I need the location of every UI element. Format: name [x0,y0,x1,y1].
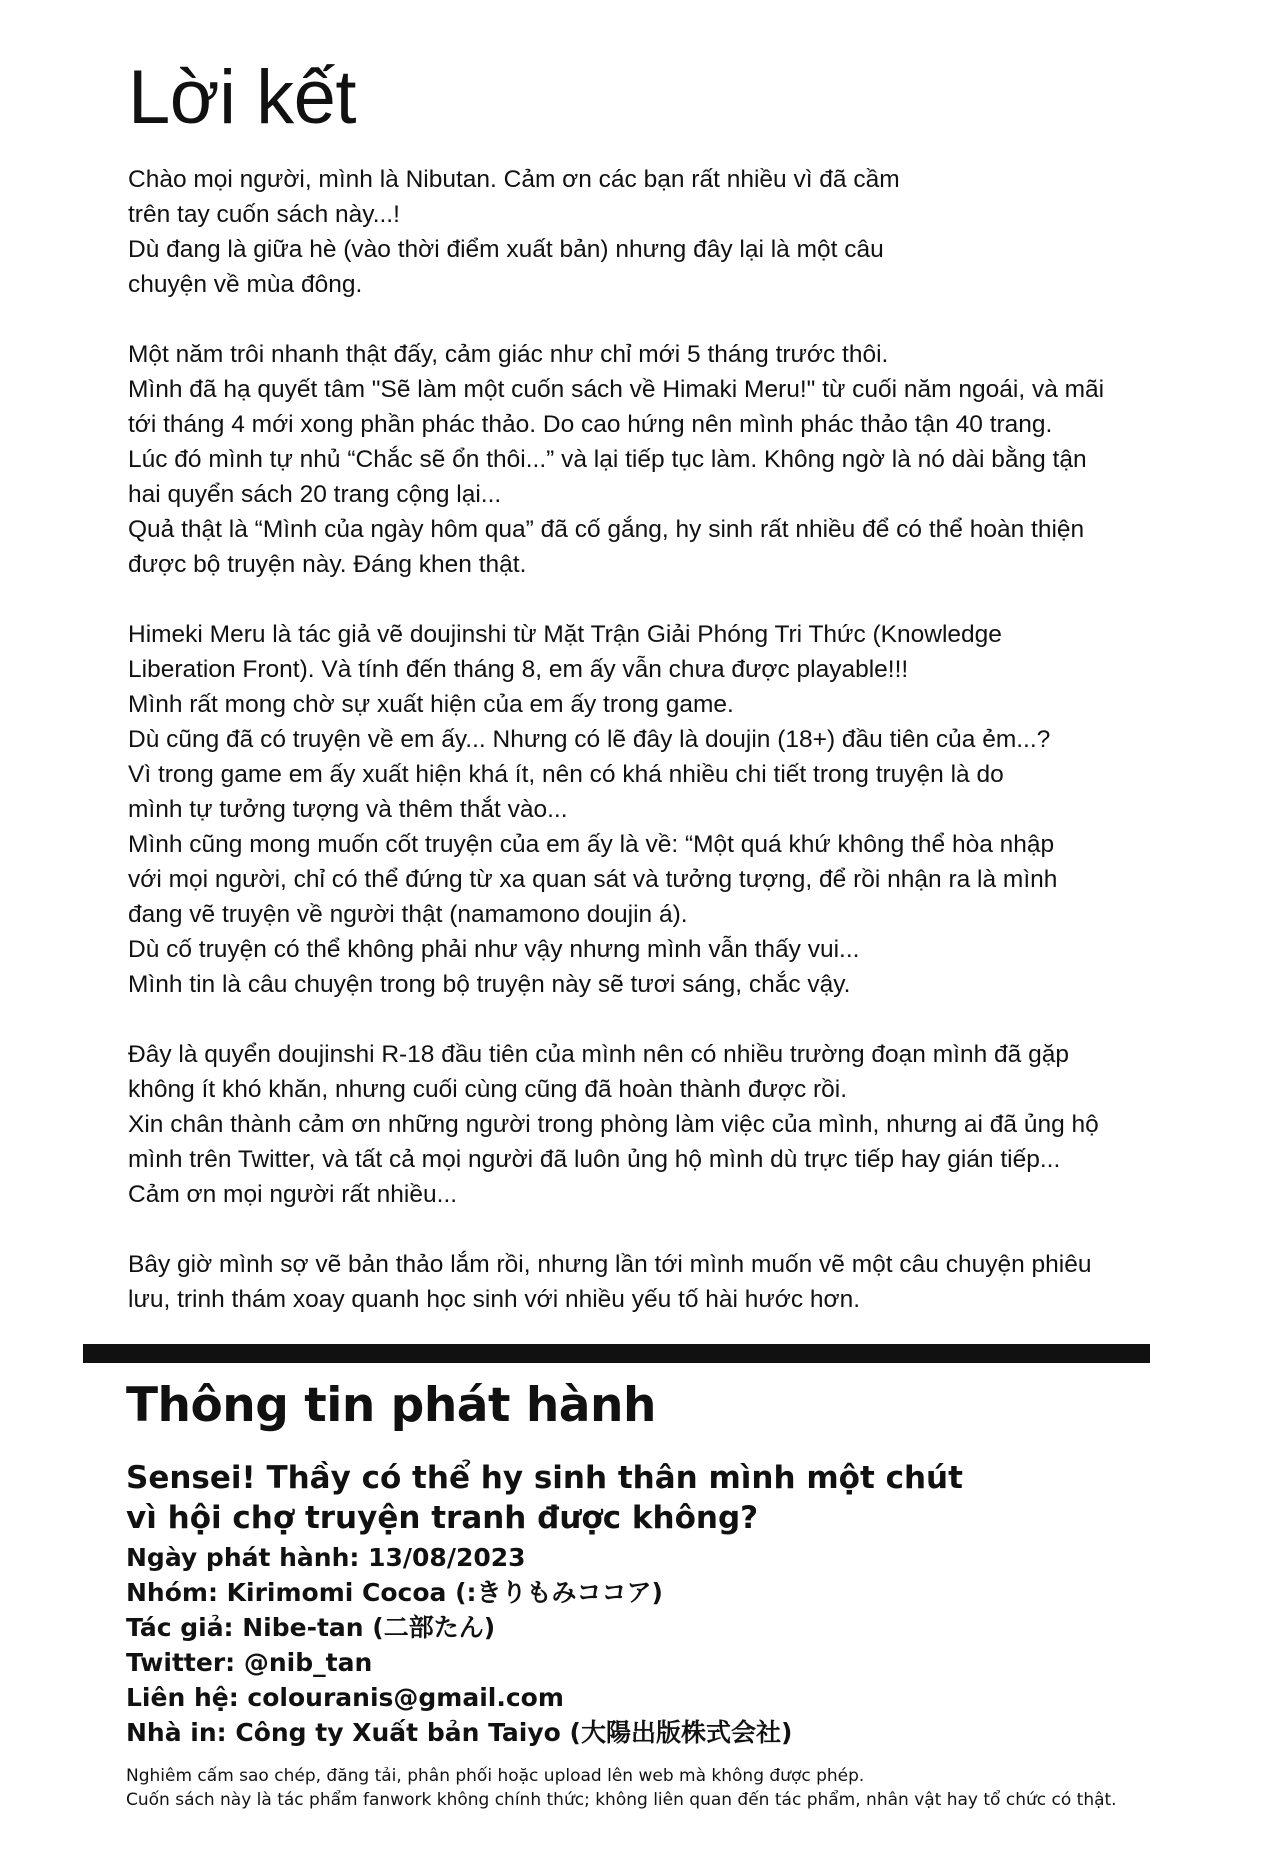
publication-info-title: Thông tin phát hành [126,1378,656,1433]
text-line: Himeki Meru là tác giả vẽ doujinshi từ Mặt Trận Giải Phóng Tri Thức (Knowledge [128,621,1002,648]
afterword-paragraph [128,1037,1168,1212]
text-line: hai quyển sách 20 trang cộng lại... [128,481,502,508]
text-line: Quả thật là “Mình của ngày hôm qua” đã cố gắng, hy sinh rất nhiều để có thể hoàn thiện [128,516,1085,543]
publication-info-section [126,1378,1186,1812]
text-line: Xin chân thành cảm ơn những người trong phòng làm việc của mình, nhưng ai đã ủng hộ [128,1111,1099,1138]
section-divider [83,1344,1150,1363]
afterword-body [128,162,1168,1317]
book-title-line: vì hội chợ truyện tranh được không? [126,1500,759,1537]
afterword-paragraph [128,162,1168,302]
text-line: Cảm ơn mọi người rất nhiều... [128,1181,458,1208]
text-line: mình trên Twitter, và tất cả mọi người đã luôn ủng hộ mình dù trực tiếp hay gián tiếp... [128,1146,1061,1173]
text-line: không ít khó khăn, nhưng cuối cùng cũng đã hoàn thành được rồi. [128,1076,848,1103]
text-line: với mọi người, chỉ có thể đứng từ xa quan sát và tưởng tượng, để rồi nhận ra là mình [128,866,1058,893]
text-line: Dù cố truyện có thể không phải như vậy nhưng mình vẫn thấy vui... [128,936,860,963]
text-line: Mình rất mong chờ sự xuất hiện của em ấy trong game. [128,691,734,718]
text-line: Chào mọi người, mình là Nibutan. Cảm ơn các bạn rất nhiều vì đã cầm [128,166,900,193]
afterword-paragraph [128,1247,1168,1317]
afterword-section [128,55,1168,1352]
book-title-line: Sensei! Thầy có thể hy sinh thân mình một chút [126,1460,963,1497]
text-line: Lúc đó mình tự nhủ “Chắc sẽ ổn thôi...” và lại tiếp tục làm. Không ngờ là nó dài bằng tận [128,446,1087,473]
publication-info-list [126,1540,1186,1750]
twitter-handle: Twitter: @nib_tan [126,1648,373,1678]
text-line: Liberation Front). Và tính đến tháng 8, em ấy vẫn chưa được playable!!! [128,656,909,683]
printer-name: Nhà in: Công ty Xuất bản Taiyo (大陽出版株式会社) [126,1718,793,1748]
text-line: Vì trong game em ấy xuất hiện khá ít, nên có khá nhiều chi tiết trong truyện là do [128,761,1004,788]
afterword-paragraph [128,337,1168,582]
text-line: đang vẽ truyện về người thật (namamono doujin á). [128,901,688,928]
legal-note: Nghiêm cấm sao chép, đăng tải, phân phối hoặc upload lên web mà không được phép. [126,1766,865,1787]
text-line: mình tự tưởng tượng và thêm thắt vào... [128,796,568,823]
text-line: chuyện về mùa đông. [128,271,363,298]
text-line: Mình đã hạ quyết tâm "Sẽ làm một cuốn sách về Himaki Meru!" từ cuối năm ngoái, và mãi [128,376,1105,403]
group-name: Nhóm: Kirimomi Cocoa (:きりもみココア) [126,1578,663,1608]
text-line: Bây giờ mình sợ vẽ bản thảo lắm rồi, nhưng lần tới mình muốn vẽ một câu chuyện phiêu [128,1251,1092,1278]
release-date: Ngày phát hành: 13/08/2023 [126,1543,526,1573]
afterword-paragraph [128,617,1168,1002]
text-line: Mình tin là câu chuyện trong bộ truyện này sẽ tươi sáng, chắc vậy. [128,971,851,998]
text-line: Dù đang là giữa hè (vào thời điểm xuất bản) nhưng đây lại là một câu [128,236,884,263]
author-name: Tác giả: Nibe-tan (二部たん) [126,1613,496,1643]
legal-note: Cuốn sách này là tác phẩm fanwork không chính thức; không liên quan đến tác phẩm, nhân vật hay tổ chức có thật. [126,1790,1117,1811]
text-line: lưu, trinh thám xoay quanh học sinh với nhiều yếu tố hài hước hơn. [128,1286,861,1313]
text-line: Mình cũng mong muốn cốt truyện của em ấy là về: “Một quá khứ không thể hòa nhập [128,831,1055,858]
text-line: Dù cũng đã có truyện về em ấy... Nhưng có lẽ đây là doujin (18+) đầu tiên của ẻm...? [128,726,1051,753]
text-line: Đây là quyển doujinshi R-18 đầu tiên của mình nên có nhiều trường đoạn mình đã gặp [128,1041,1069,1068]
text-line: trên tay cuốn sách này...! [128,201,400,228]
contact-email: Liên hệ: colouranis@gmail.com [126,1683,564,1713]
afterword-title: Lời kết [128,55,356,140]
text-line: được bộ truyện này. Đáng khen thật. [128,551,527,578]
book-title [126,1458,1186,1538]
legal-notes [126,1764,1186,1812]
text-line: tới tháng 4 mới xong phần phác thảo. Do cao hứng nên mình phác thảo tận 40 trang. [128,411,1053,438]
text-line: Một năm trôi nhanh thật đấy, cảm giác như chỉ mới 5 tháng trước thôi. [128,341,889,368]
